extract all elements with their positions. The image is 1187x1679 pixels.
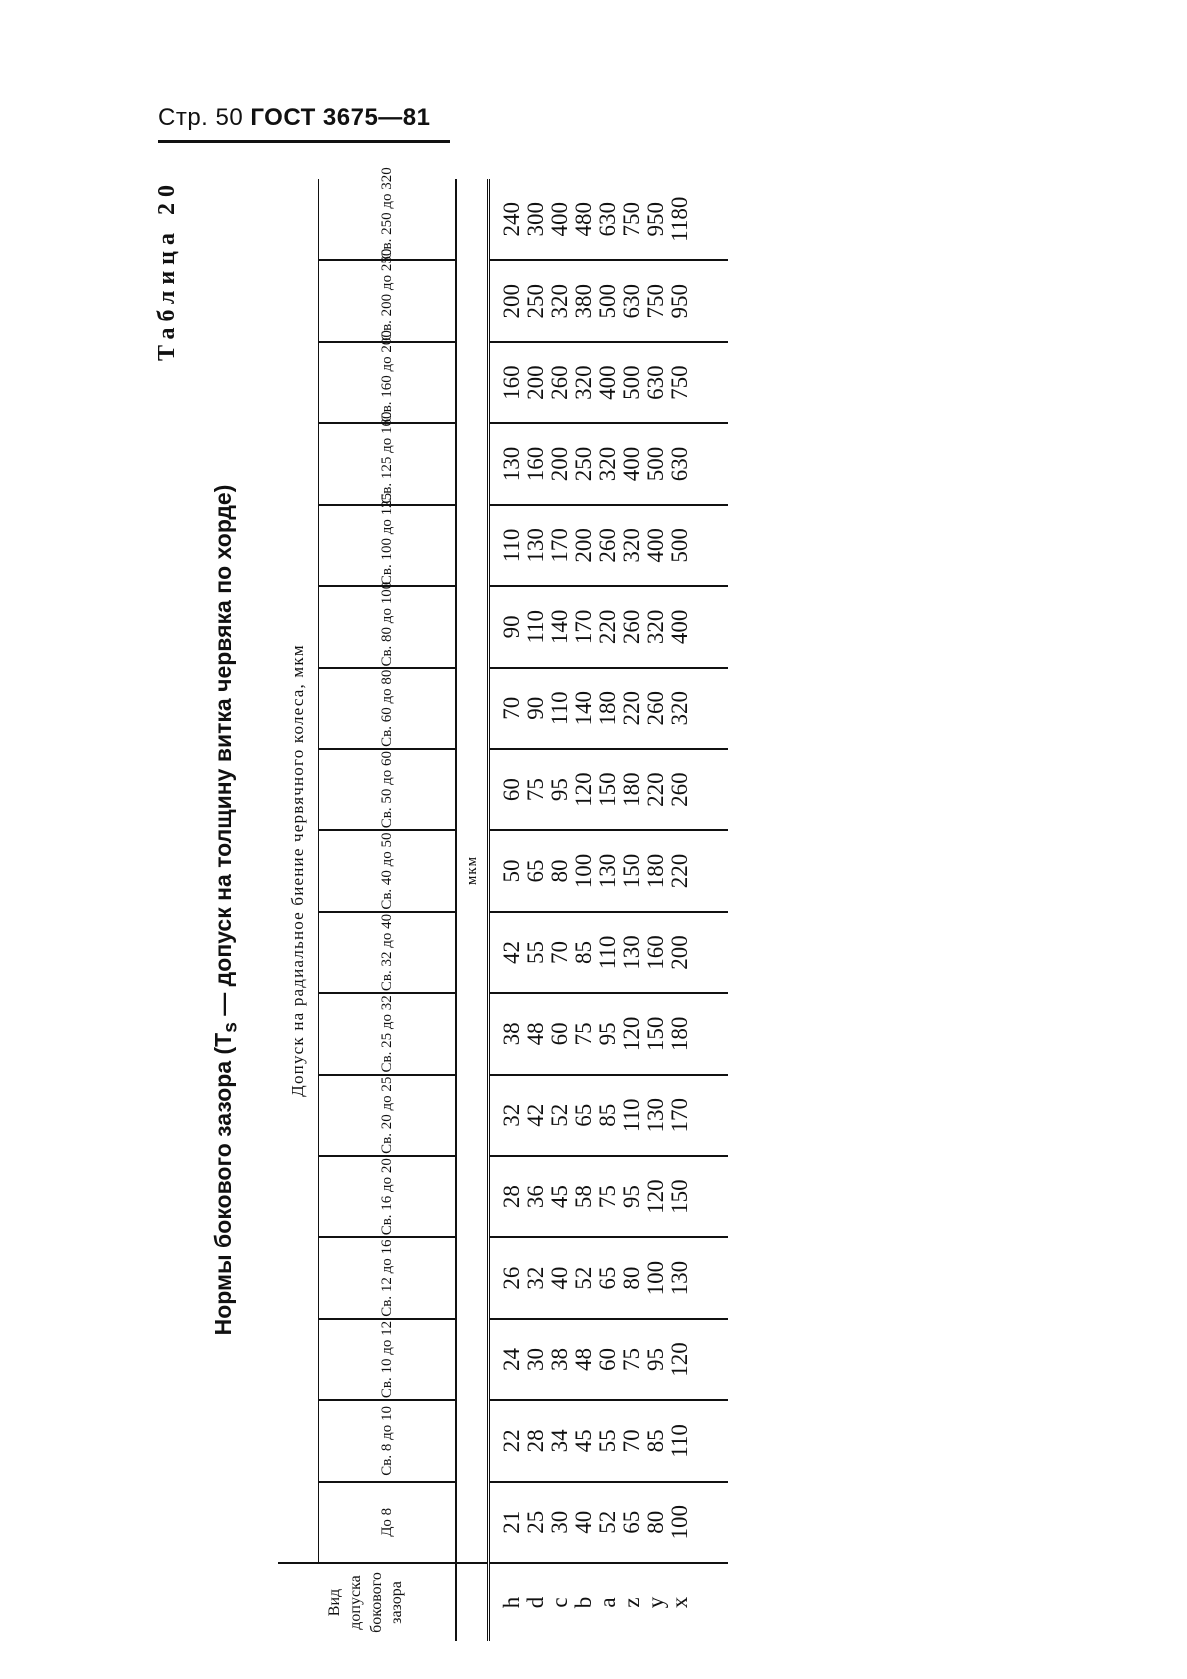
value-cell: 24 — [499, 1347, 524, 1371]
column-header: Св. 80 до 100 — [319, 586, 457, 667]
value-column — [489, 1319, 729, 1400]
value-column — [489, 1482, 729, 1563]
value-cell: 130 — [499, 446, 524, 482]
value-cell: 180 — [595, 690, 620, 726]
clearance-type: y — [643, 1596, 668, 1609]
value-cell: 85 — [595, 1103, 620, 1127]
value-cell: 130 — [523, 528, 548, 563]
column-header: Св. 40 до 50 — [319, 830, 457, 911]
value-column — [489, 261, 729, 342]
value-cell: 500 — [595, 283, 620, 319]
table-title — [210, 179, 243, 1641]
value-cell: 320 — [571, 365, 596, 400]
value-cell: 950 — [667, 283, 692, 319]
value-cell: 28 — [523, 1429, 548, 1453]
value-cell: 400 — [595, 365, 620, 400]
value-cell: 160 — [499, 365, 524, 400]
value-column — [489, 830, 729, 911]
value-cell: 100 — [571, 853, 596, 889]
clearance-type: a — [595, 1597, 620, 1608]
table-label: Таблица 20 — [154, 179, 180, 361]
span-header: Допуск на радиальное биение червячного колеса, мкм — [278, 179, 319, 1563]
value-cell: 240 — [499, 202, 524, 237]
value-cell: 100 — [667, 1505, 692, 1540]
value-cell: 260 — [619, 609, 644, 645]
column-header: Св. 16 до 20 — [319, 1156, 457, 1237]
value-cell: 75 — [619, 1347, 644, 1371]
value-cell: 630 — [619, 283, 644, 319]
column-header: Св. 160 до 200 — [319, 342, 457, 423]
value-cell: 75 — [523, 778, 548, 802]
value-cell: 150 — [595, 772, 620, 807]
value-cell: 140 — [547, 609, 572, 645]
column-header: Св. 20 до 25 — [319, 1075, 457, 1156]
column-header: Св. 12 до 16 — [319, 1237, 457, 1318]
value-cell: 130 — [619, 935, 644, 970]
value-cell: 45 — [547, 1185, 572, 1209]
value-cell: 200 — [499, 283, 524, 319]
value-cell: 400 — [643, 528, 668, 563]
clearance-type: b — [571, 1596, 596, 1609]
column-header: Св. 25 до 32 — [319, 993, 457, 1074]
value-cell: 110 — [523, 610, 548, 644]
value-cell: 55 — [523, 940, 548, 964]
column-header: Св. 50 до 60 — [319, 749, 457, 830]
value-cell: 58 — [571, 1185, 596, 1209]
value-column — [489, 993, 729, 1074]
value-cell: 400 — [667, 609, 692, 645]
unit-corner — [456, 1563, 489, 1641]
value-cell: 260 — [547, 365, 572, 400]
value-cell: 110 — [547, 691, 572, 726]
value-cell: 52 — [547, 1103, 572, 1127]
value-cell: 250 — [571, 446, 596, 482]
title-rest: — допуск на толщину витка червяка по хорде) — [210, 484, 236, 1023]
value-cell: 180 — [643, 853, 668, 889]
column-header: Св. 100 до 125 — [319, 505, 457, 586]
value-cell: 80 — [643, 1510, 668, 1534]
value-column — [489, 1156, 729, 1237]
value-cell: 95 — [619, 1185, 644, 1209]
corner-header: Вид допуска бокового зазора — [278, 1563, 456, 1641]
value-cell: 750 — [643, 283, 668, 319]
value-cell: 950 — [643, 202, 668, 237]
value-cell: 26 — [499, 1266, 524, 1290]
value-cell: 40 — [571, 1510, 596, 1534]
value-cell: 320 — [619, 528, 644, 563]
value-cell: 120 — [643, 1179, 668, 1214]
value-cell: 52 — [595, 1510, 620, 1534]
value-cell: 500 — [667, 528, 692, 563]
value-cell: 70 — [547, 940, 572, 964]
value-cell: 150 — [667, 1179, 692, 1214]
value-cell: 260 — [595, 528, 620, 563]
value-cell: 25 — [523, 1510, 548, 1534]
value-cell: 150 — [619, 853, 644, 889]
unit-label: мкм — [456, 179, 489, 1563]
value-cell: 300 — [523, 202, 548, 237]
value-cell: 65 — [619, 1510, 644, 1534]
value-column — [489, 423, 729, 504]
value-cell: 630 — [667, 446, 692, 482]
value-cell: 250 — [523, 283, 548, 319]
value-cell: 48 — [571, 1347, 596, 1371]
value-cell: 100 — [643, 1260, 668, 1296]
value-cell: 65 — [595, 1266, 620, 1290]
value-cell: 200 — [667, 935, 692, 970]
value-column — [489, 179, 729, 261]
value-cell: 160 — [643, 935, 668, 970]
value-cell: 110 — [499, 528, 524, 563]
value-cell: 400 — [547, 202, 572, 237]
value-cell: 130 — [595, 853, 620, 889]
value-cell: 32 — [499, 1103, 524, 1127]
value-cell: 75 — [595, 1185, 620, 1209]
value-cell: 38 — [499, 1022, 524, 1046]
value-cell: 75 — [571, 1022, 596, 1046]
value-cell: 40 — [547, 1266, 572, 1290]
value-cell: 750 — [619, 202, 644, 237]
value-cell: 42 — [499, 940, 524, 964]
clearance-type: z — [619, 1597, 644, 1608]
value-cell: 170 — [667, 1098, 692, 1133]
value-cell: 260 — [643, 690, 668, 726]
value-cell: 60 — [499, 778, 524, 802]
value-cell: 630 — [643, 365, 668, 400]
value-cell: 320 — [595, 446, 620, 482]
value-column — [489, 1075, 729, 1156]
column-header: Св. 250 до 320 — [319, 179, 457, 261]
value-cell: 28 — [499, 1185, 524, 1209]
value-cell: 220 — [619, 690, 644, 726]
clearance-type: x — [667, 1596, 692, 1609]
column-header: Св. 10 до 12 — [319, 1319, 457, 1400]
value-cell: 130 — [667, 1260, 692, 1296]
column-header: Св. 125 до 160 — [319, 423, 457, 504]
value-cell: 160 — [523, 446, 548, 482]
value-cell: 60 — [547, 1022, 572, 1046]
value-cell: 48 — [523, 1022, 548, 1046]
value-cell: 1180 — [667, 196, 692, 242]
value-cell: 52 — [571, 1266, 596, 1290]
page-header — [158, 104, 450, 143]
value-cell: 95 — [643, 1347, 668, 1371]
value-cell: 65 — [571, 1103, 596, 1127]
value-cell: 70 — [619, 1429, 644, 1453]
value-cell: 110 — [667, 1424, 692, 1458]
value-cell: 220 — [667, 853, 692, 889]
value-cell: 50 — [499, 859, 524, 883]
value-cell: 22 — [499, 1429, 524, 1453]
value-cell: 55 — [595, 1429, 620, 1453]
value-cell: 90 — [499, 615, 524, 639]
value-cell: 38 — [547, 1347, 572, 1371]
value-cell: 400 — [619, 446, 644, 482]
value-column — [489, 586, 729, 667]
value-cell: 180 — [619, 772, 644, 807]
value-column — [489, 668, 729, 749]
value-cell: 150 — [643, 1016, 668, 1052]
value-cell: 220 — [595, 609, 620, 645]
value-cell: 140 — [571, 690, 596, 726]
value-cell: 80 — [547, 859, 572, 883]
value-cell: 70 — [499, 696, 524, 720]
value-cell: 500 — [643, 446, 668, 482]
value-cell: 200 — [571, 528, 596, 563]
value-cell: 170 — [547, 528, 572, 563]
column-header: Св. 200 до 250 — [319, 261, 457, 342]
page-number: Стр. 50 — [158, 104, 244, 131]
rotated-table-block — [150, 167, 1187, 1641]
value-cell: 200 — [547, 446, 572, 482]
value-cell: 320 — [547, 283, 572, 319]
value-cell: 85 — [571, 940, 596, 964]
value-cell: 630 — [595, 202, 620, 237]
value-column — [489, 505, 729, 586]
value-cell: 120 — [571, 772, 596, 807]
value-column — [489, 749, 729, 830]
column-header: Св. 60 до 80 — [319, 668, 457, 749]
value-cell: 110 — [619, 1098, 644, 1133]
value-cell: 130 — [643, 1098, 668, 1133]
value-cell: 500 — [619, 365, 644, 400]
value-cell: 85 — [643, 1429, 668, 1453]
tolerance-table — [278, 167, 728, 1641]
value-cell: 180 — [667, 1016, 692, 1052]
value-cell: 750 — [667, 365, 692, 400]
value-cell: 220 — [643, 772, 668, 807]
clearance-type: c — [547, 1597, 572, 1608]
title-subscript: s — [220, 1022, 242, 1033]
value-cell: 95 — [595, 1022, 620, 1046]
value-column — [489, 1400, 729, 1481]
column-header: Св. 32 до 40 — [319, 912, 457, 993]
value-cell: 30 — [547, 1510, 572, 1534]
value-column — [489, 912, 729, 993]
title-main: Нормы бокового зазора (T — [210, 1032, 236, 1336]
value-cell: 95 — [547, 778, 572, 802]
value-column — [489, 342, 729, 423]
value-cell: 42 — [523, 1103, 548, 1127]
value-cell: 80 — [619, 1266, 644, 1290]
value-cell: 21 — [499, 1510, 524, 1534]
value-cell: 90 — [523, 696, 548, 720]
value-cell: 60 — [595, 1347, 620, 1371]
value-cell: 34 — [547, 1429, 572, 1453]
value-cell: 30 — [523, 1347, 548, 1371]
value-cell: 380 — [571, 283, 596, 319]
value-cell: 200 — [523, 365, 548, 400]
column-header: До 8 — [319, 1482, 457, 1563]
value-cell: 120 — [619, 1016, 644, 1052]
value-cell: 260 — [667, 772, 692, 807]
clearance-type: h — [499, 1596, 524, 1609]
column-header: Св. 8 до 10 — [319, 1400, 457, 1481]
value-cell: 32 — [523, 1266, 548, 1290]
value-cell: 36 — [523, 1185, 548, 1209]
clearance-types-column — [489, 1563, 729, 1641]
value-cell: 480 — [571, 202, 596, 237]
clearance-type: d — [523, 1596, 548, 1609]
value-cell: 320 — [643, 609, 668, 645]
standard-number: ГОСТ 3675—81 — [250, 104, 431, 131]
value-cell: 320 — [667, 690, 692, 726]
value-cell: 120 — [667, 1342, 692, 1377]
value-cell: 170 — [571, 609, 596, 645]
value-cell: 65 — [523, 859, 548, 883]
value-cell: 45 — [571, 1429, 596, 1453]
value-column — [489, 1237, 729, 1318]
value-cell: 110 — [595, 935, 620, 970]
